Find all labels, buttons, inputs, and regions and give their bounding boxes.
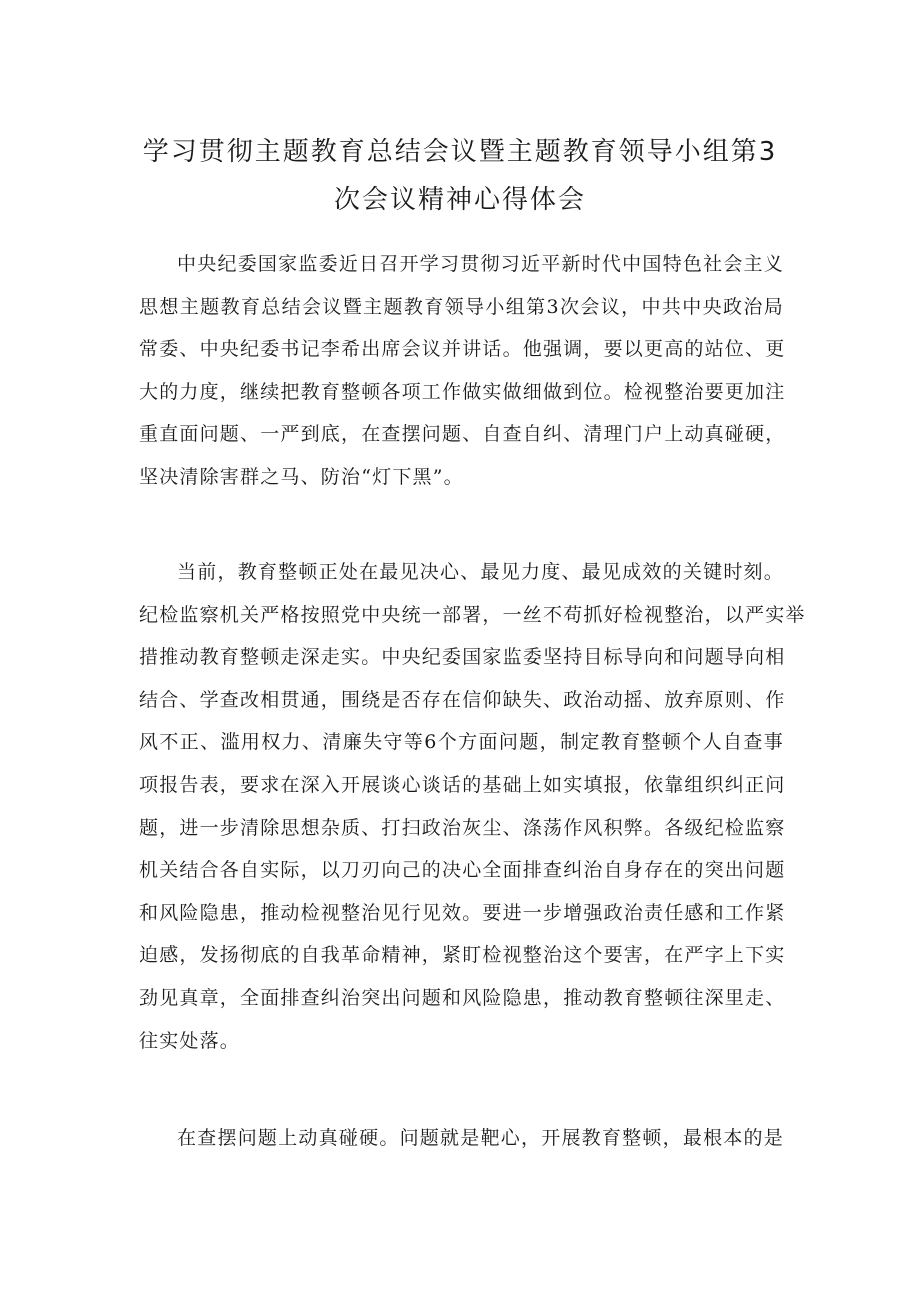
paragraph-line: 项报告表，要求在深入开展谈心谈话的基础上如实填报，依靠组织纠正问 bbox=[139, 773, 786, 796]
document-title bbox=[140, 128, 780, 224]
title-line: 学习贯彻主题教育总结会议暨主题教育领导小组第3 bbox=[142, 137, 778, 167]
paragraph-line: 纪检监察机关严格按照党中央统一部署，一丝不苟抓好检视整治，以严实举 bbox=[139, 603, 806, 626]
paragraph-line: 大的力度，继续把教育整顿各项工作做实做细做到位。检视整治要更加注 bbox=[139, 380, 786, 403]
paragraph-line: 题，进一步清除思想杂质、打扫政治灰尘、涤荡作风积弊。各级纪检监察 bbox=[139, 816, 786, 839]
paragraph-line: 措推动教育整顿走深走实。中央纪委国家监委坚持目标导向和问题导向相 bbox=[139, 646, 786, 669]
paragraph-line: 和风险隐患，推动检视整治见行见效。要进一步增强政治责任感和工作紧 bbox=[139, 901, 786, 924]
paragraph-line: 往实处落。 bbox=[139, 1029, 241, 1052]
paragraph-line: 当前，教育整顿正处在最见决心、最见力度、最见成效的关键时刻。 bbox=[177, 561, 784, 583]
paragraph-line: 中央纪委国家监委近日召开学习贯彻习近平新时代中国特色社会主义 bbox=[177, 253, 784, 275]
paragraph-line: 坚决清除害群之马、防治“灯下黑”。 bbox=[139, 465, 464, 488]
paragraph-line: 结合、学查改相贯通，围绕是否存在信仰缺失、政治动摇、放弃原则、作 bbox=[139, 688, 786, 711]
title-line: 次会议精神心得体会 bbox=[333, 185, 586, 215]
paragraph-2 bbox=[139, 551, 806, 1062]
paragraph-line: 在查摆问题上动真碰硬。问题就是靶心，开展教育整顿，最根本的是 bbox=[177, 1127, 784, 1149]
paragraph-1 bbox=[139, 243, 784, 499]
paragraph-3 bbox=[139, 1117, 784, 1160]
paragraph-line: 迫感，发扬彻底的自我革命精神，紧盯检视整治这个要害，在严字上下实 bbox=[139, 944, 786, 967]
paragraph-line: 常委、中央纪委书记李希出席会议并讲话。他强调，要以更高的站位、更 bbox=[139, 338, 786, 361]
paragraph-line: 思想主题教育总结会议暨主题教育领导小组第3次会议，中共中央政治局 bbox=[139, 295, 784, 318]
paragraph-line: 机关结合各自实际，以刀刃向己的决心全面排查纠治自身存在的突出问题 bbox=[139, 859, 786, 882]
paragraph-line: 风不正、滥用权力、清廉失守等6个方面问题，制定教育整顿个人自查事 bbox=[139, 731, 784, 754]
paragraph-line: 劲见真章，全面排查纠治突出问题和风险隐患，推动教育整顿往深里走、 bbox=[139, 986, 786, 1009]
paragraph-line: 重直面问题、一严到底，在查摆问题、自查自纠、清理门户上动真碰硬， bbox=[139, 423, 786, 446]
